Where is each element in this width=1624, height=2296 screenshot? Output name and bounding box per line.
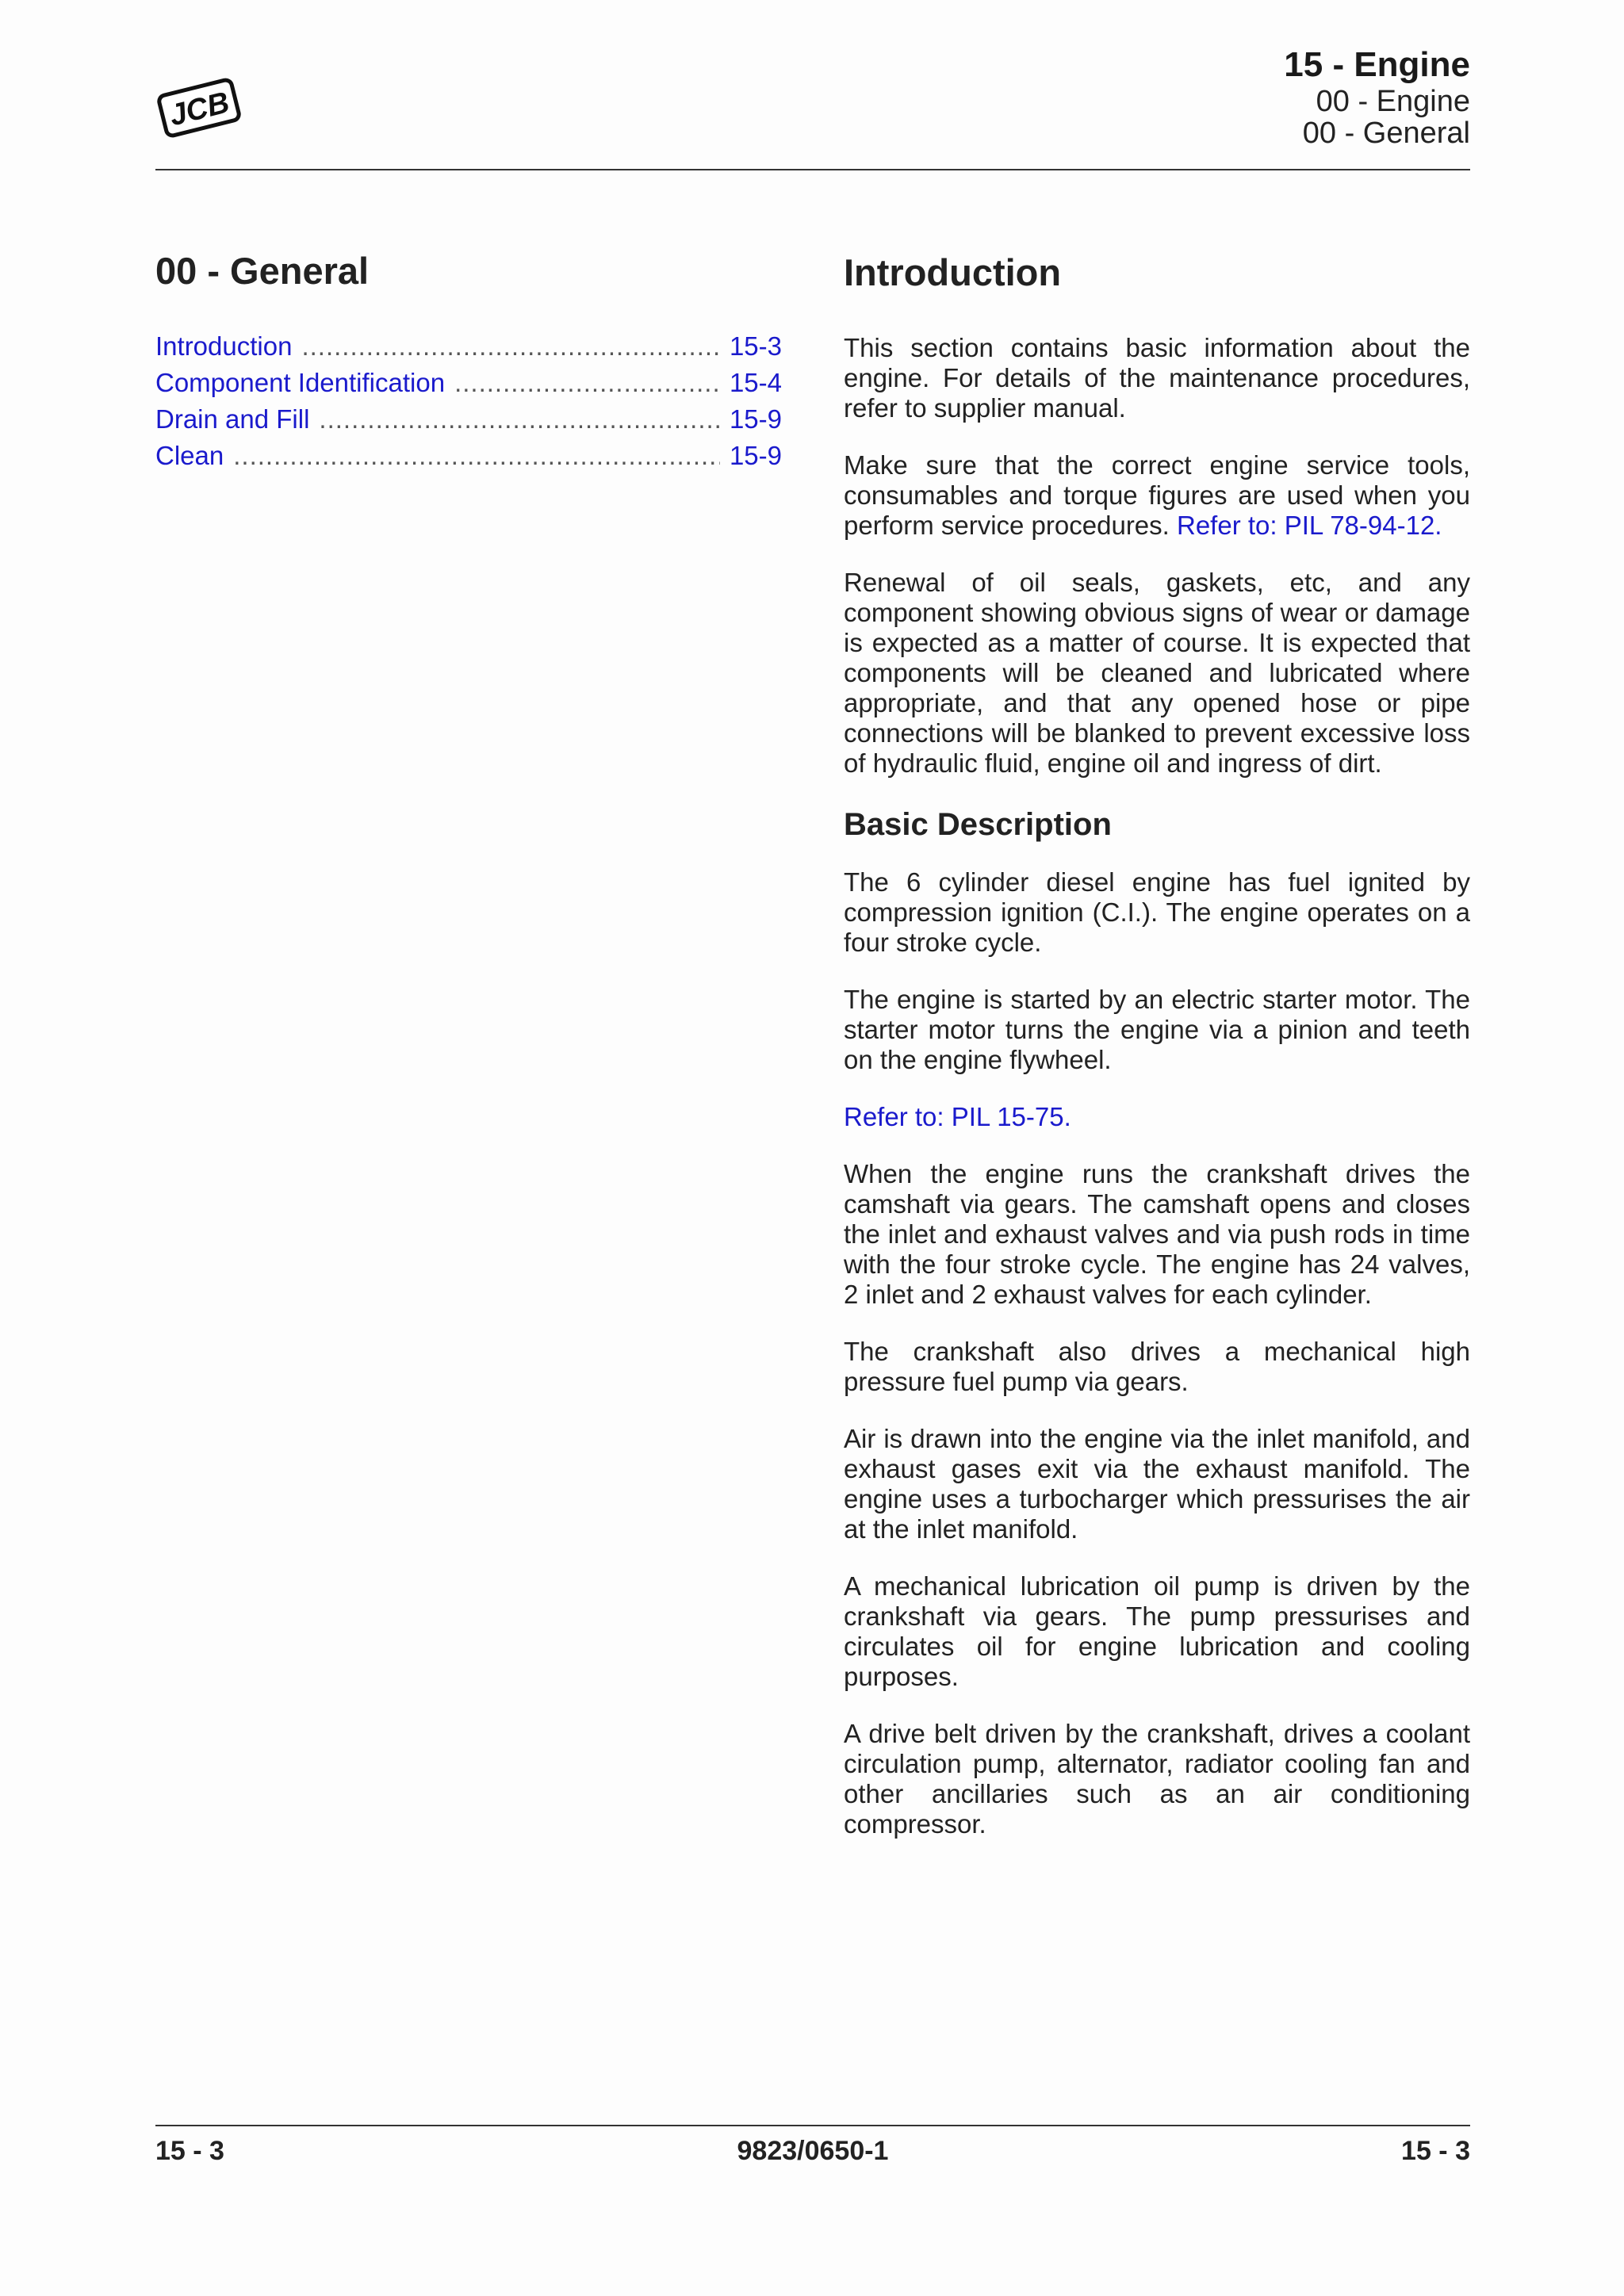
toc-item-clean[interactable] bbox=[155, 438, 782, 474]
page-header bbox=[1284, 44, 1470, 149]
toc-leader-dots bbox=[301, 328, 719, 365]
toc-item-label[interactable]: Drain and Fill bbox=[155, 404, 310, 434]
chapter-title: 15 - Engine bbox=[1284, 45, 1470, 84]
toc-heading: 00 - General bbox=[155, 250, 370, 292]
toc-item-label[interactable]: Introduction bbox=[155, 331, 293, 361]
introduction-heading: Introduction bbox=[844, 251, 1062, 293]
reference-link-pil-15-75[interactable]: Refer to: PIL 15-75. bbox=[844, 1102, 1071, 1131]
intro-paragraph-2-text: Make sure that the correct engine service tools, consumables and torque figures are used when you perform service procedures. bbox=[844, 450, 1470, 540]
description-paragraph-1: The 6 cylinder diesel engine has fuel ignited by compression ignition (C.I.). The engine operates on a four stroke cycle. bbox=[844, 867, 1470, 957]
table-of-contents bbox=[155, 328, 782, 474]
toc-column bbox=[155, 249, 782, 474]
intro-paragraph-3: Renewal of oil seals, gaskets, etc, and any component showing obvious signs of wear or damage is expected as a matter of course. It is expected that components will be cleaned and lubricated where appropriate, and that any opened hose or pipe connections will be blanked to prevent excessive loss of hydraulic fluid, engine oil and ingress of dirt. bbox=[844, 568, 1470, 778]
toc-item-page[interactable]: 15-9 bbox=[729, 404, 782, 434]
page-footer bbox=[155, 2136, 1470, 2175]
description-paragraph-2: The engine is started by an electric starter motor. The starter motor turns the engine via a pinion and teeth on the engine flywheel. bbox=[844, 985, 1470, 1074]
toc-item-label[interactable]: Component Identification bbox=[155, 368, 446, 397]
toc-leader-dots bbox=[233, 438, 720, 474]
reference-link-pil-78-94-12[interactable]: Refer to: PIL 78-94-12. bbox=[1177, 511, 1442, 540]
toc-leader-dots bbox=[319, 401, 720, 438]
toc-item-component-identification[interactable] bbox=[155, 365, 782, 401]
footer-document-number: 9823/0650-1 bbox=[737, 2136, 889, 2166]
intro-paragraph-2 bbox=[844, 450, 1470, 541]
footer-divider bbox=[155, 2125, 1470, 2126]
footer-page-left: 15 - 3 bbox=[155, 2136, 224, 2166]
toc-item-page[interactable]: 15-9 bbox=[729, 441, 782, 470]
toc-item-page[interactable]: 15-3 bbox=[729, 331, 782, 361]
section-title: 00 - Engine bbox=[1316, 85, 1470, 118]
footer-page-right: 15 - 3 bbox=[1401, 2136, 1470, 2166]
header-divider bbox=[155, 169, 1470, 170]
subsection-title: 00 - General bbox=[1302, 117, 1470, 150]
description-paragraph-3: When the engine runs the crankshaft drives the camshaft via gears. The camshaft opens and closes the inlet and exhaust valves and via push rods in time with the four stroke cycle. The engine has 24 valves, 2 inlet and 2 exhaust valves for each cylinder. bbox=[844, 1159, 1470, 1309]
jcb-logo bbox=[155, 70, 243, 146]
toc-item-page[interactable]: 15-4 bbox=[729, 368, 782, 397]
svg-text:JCB: JCB bbox=[166, 86, 233, 133]
description-paragraph-7: A drive belt driven by the crankshaft, drives a coolant circulation pump, alternator, radiator cooling fan and other ancillaries such as an air conditioning compressor. bbox=[844, 1719, 1470, 1839]
intro-paragraph-1: This section contains basic information about the engine. For details of the maintenance procedures, refer to supplier manual. bbox=[844, 333, 1470, 423]
description-paragraph-6: A mechanical lubrication oil pump is driven by the crankshaft via gears. The pump pressurises and circulates oil for engine lubrication and cooling purposes. bbox=[844, 1571, 1470, 1691]
basic-description-heading: Basic Description bbox=[844, 807, 1112, 842]
content-column bbox=[844, 251, 1470, 1866]
toc-leader-dots bbox=[454, 365, 720, 401]
toc-item-introduction[interactable] bbox=[155, 328, 782, 365]
toc-item-drain-and-fill[interactable] bbox=[155, 401, 782, 438]
toc-item-label[interactable]: Clean bbox=[155, 441, 224, 470]
description-paragraph-4: The crankshaft also drives a mechanical high pressure fuel pump via gears. bbox=[844, 1337, 1470, 1396]
description-paragraph-5: Air is drawn into the engine via the inlet manifold, and exhaust gases exit via the exhaust manifold. The engine uses a turbocharger which pressurises the air at the inlet manifold. bbox=[844, 1424, 1470, 1544]
